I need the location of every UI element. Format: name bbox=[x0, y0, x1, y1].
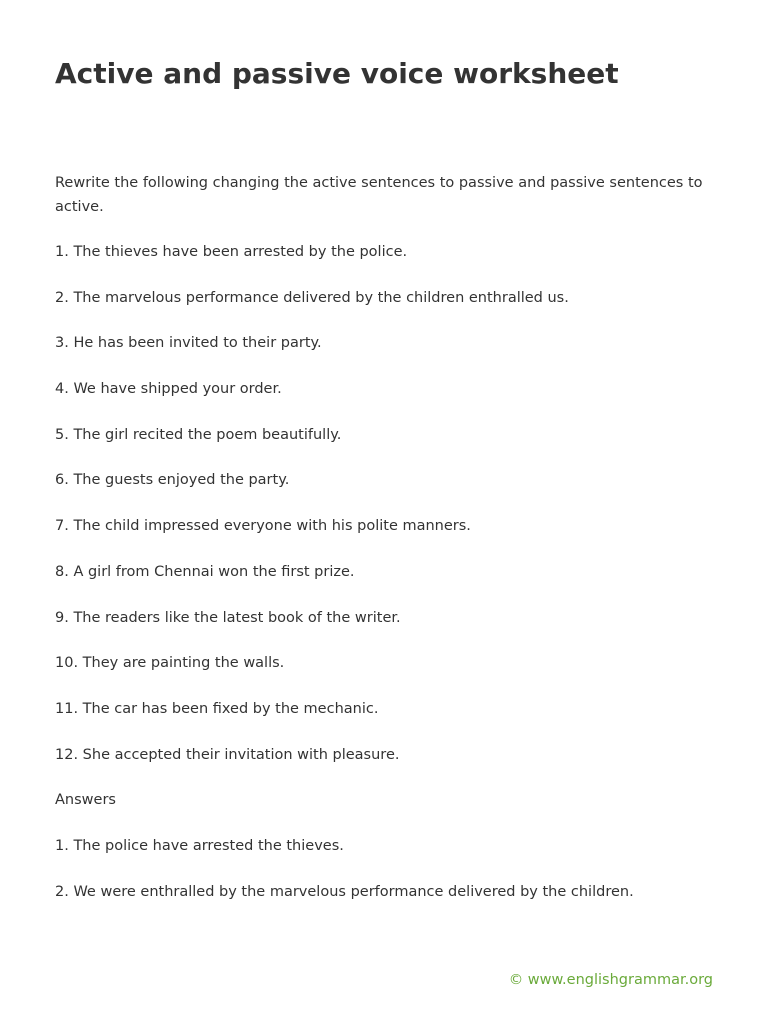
question-item: 7. The child impressed everyone with his polite manners. bbox=[55, 518, 471, 535]
page-title: Active and passive voice worksheet bbox=[55, 57, 619, 90]
question-item: 4. We have shipped your order. bbox=[55, 381, 282, 398]
question-item: 10. They are painting the walls. bbox=[55, 655, 285, 672]
question-item: 5. The girl recited the poem beautifully. bbox=[55, 426, 342, 443]
question-item: 11. The car has been fixed by the mechanic. bbox=[55, 700, 379, 717]
question-item: 9. The readers like the latest book of the writer. bbox=[55, 609, 401, 626]
question-item: 1. The thieves have been arrested by the police. bbox=[55, 244, 408, 260]
answer-item: 1. The police have arrested the thieves. bbox=[55, 837, 344, 854]
question-item: 2. The marvelous performance delivered by the children enthralled us. bbox=[55, 289, 569, 306]
question-item: 6. The guests enjoyed the party. bbox=[55, 472, 290, 489]
question-item: 12. She accepted their invitation with pleasure. bbox=[55, 746, 400, 763]
answers-heading: Answers bbox=[55, 792, 116, 809]
instructions-text: Rewrite the following changing the active sentences to passive and passive sentences to active. bbox=[55, 175, 703, 215]
worksheet-content bbox=[55, 241, 715, 926]
footer-copyright-link[interactable]: © www.englishgrammar.org bbox=[508, 972, 713, 988]
question-item: 8. A girl from Chennai won the first prize. bbox=[55, 563, 355, 580]
question-item: 3. He has been invited to their party. bbox=[55, 335, 322, 352]
answer-item: 2. We were enthralled by the marvelous performance delivered by the children. bbox=[55, 883, 634, 900]
